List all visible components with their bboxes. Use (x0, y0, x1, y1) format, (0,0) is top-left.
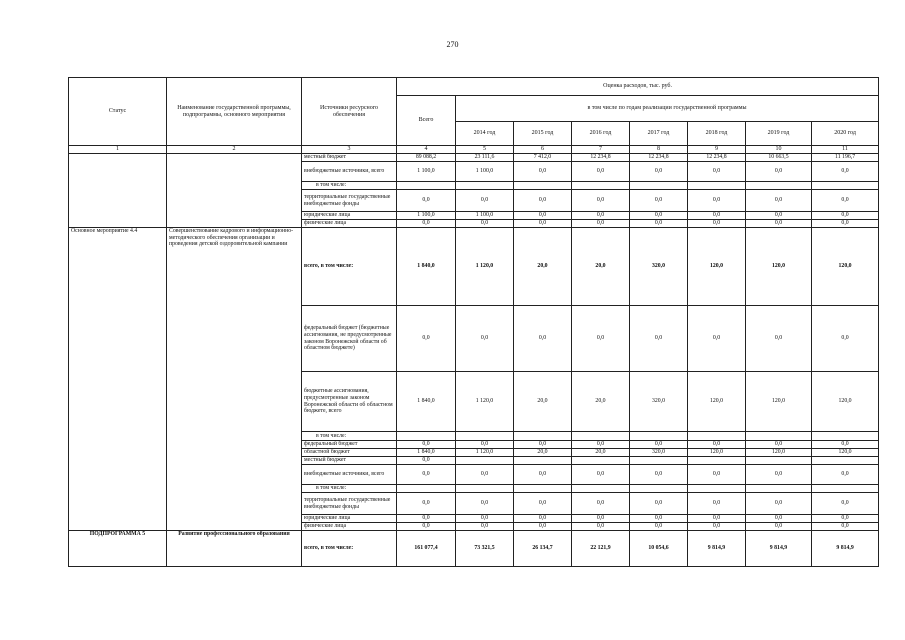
expenses-table (68, 77, 879, 567)
source-cell: физические лица (302, 523, 397, 531)
value-cell (572, 182, 630, 190)
header-year: 2015 год (514, 122, 572, 146)
value-cell: 20,0 (572, 372, 630, 432)
header-name: Наименование государственной программы, подпрограммы, основного мероприятия (167, 78, 302, 146)
col-number: 11 (812, 146, 879, 154)
value-cell: 0,0 (812, 493, 879, 515)
value-cell: 1 120,0 (456, 449, 514, 457)
source-cell: федеральный бюджет (бюджетные ассигнования, не предусмотренные законом Воронежской области об областном бюджете) (302, 306, 397, 372)
value-cell: 1 120,0 (456, 372, 514, 432)
value-cell: 0,0 (688, 465, 746, 485)
value-cell: 12 234,8 (572, 154, 630, 162)
value-cell: 0,0 (746, 441, 812, 449)
header-sources: Источники ресурсного обеспечения (302, 78, 397, 146)
col-number: 7 (572, 146, 630, 154)
value-cell: 10 663,5 (746, 154, 812, 162)
value-cell: 23 111,6 (456, 154, 514, 162)
value-cell: 0,0 (514, 465, 572, 485)
value-cell (688, 485, 746, 493)
value-cell: 320,0 (630, 449, 688, 457)
source-cell: внебюджетные источники, всего (302, 465, 397, 485)
value-cell (572, 485, 630, 493)
value-cell: 0,0 (630, 441, 688, 449)
source-cell: местный бюджет (302, 457, 397, 465)
value-cell: 0,0 (514, 162, 572, 182)
value-cell: 0,0 (746, 190, 812, 212)
value-cell (812, 457, 879, 465)
value-cell: 0,0 (397, 457, 456, 465)
value-cell (514, 485, 572, 493)
source-cell: территориальные государственные внебюджетные фонды (302, 190, 397, 212)
value-cell: 1 840,0 (397, 228, 456, 306)
value-cell (630, 457, 688, 465)
value-cell: 0,0 (746, 493, 812, 515)
value-cell: 1 100,0 (397, 162, 456, 182)
value-cell: 0,0 (456, 190, 514, 212)
value-cell: 0,0 (456, 493, 514, 515)
value-cell: 7 412,0 (514, 154, 572, 162)
value-cell: 1 120,0 (456, 228, 514, 306)
value-cell (397, 485, 456, 493)
value-cell: 0,0 (514, 306, 572, 372)
header-year: 2018 год (688, 122, 746, 146)
value-cell: 120,0 (746, 228, 812, 306)
value-cell: 26 134,7 (514, 531, 572, 567)
value-cell: 22 121,9 (572, 531, 630, 567)
value-cell: 0,0 (397, 523, 456, 531)
source-cell: в том числе: (302, 485, 397, 493)
value-cell: 0,0 (630, 162, 688, 182)
source-cell: физические лица (302, 220, 397, 228)
page-number: 270 (446, 40, 459, 49)
source-cell: внебюджетные источники, всего (302, 162, 397, 182)
value-cell: 0,0 (812, 515, 879, 523)
col-number: 10 (746, 146, 812, 154)
value-cell: 0,0 (456, 441, 514, 449)
value-cell (812, 432, 879, 441)
value-cell: 0,0 (812, 212, 879, 220)
source-cell: юридические лица (302, 212, 397, 220)
value-cell: 0,0 (572, 441, 630, 449)
value-cell: 320,0 (630, 372, 688, 432)
event-status: Основное мероприятие 4.4 (69, 228, 167, 531)
value-cell: 0,0 (630, 220, 688, 228)
value-cell (630, 432, 688, 441)
value-cell: 0,0 (630, 523, 688, 531)
value-cell: 120,0 (812, 372, 879, 432)
col-number: 6 (514, 146, 572, 154)
col-number: 1 (69, 146, 167, 154)
value-cell: 0,0 (572, 212, 630, 220)
value-cell: 0,0 (397, 306, 456, 372)
value-cell (688, 182, 746, 190)
value-cell: 120,0 (688, 228, 746, 306)
value-cell: 120,0 (812, 228, 879, 306)
value-cell: 0,0 (397, 220, 456, 228)
value-cell: 0,0 (514, 190, 572, 212)
value-cell: 0,0 (397, 441, 456, 449)
value-cell (456, 182, 514, 190)
value-cell: 12 234,8 (688, 154, 746, 162)
source-cell: в том числе: (302, 182, 397, 190)
header-year: 2019 год (746, 122, 812, 146)
value-cell: 0,0 (514, 493, 572, 515)
value-cell: 10 054,6 (630, 531, 688, 567)
name-cell-empty (167, 154, 302, 228)
subprogram-status: ПОДПРОГРАММА 5 (69, 531, 167, 567)
value-cell: 0,0 (630, 465, 688, 485)
value-cell: 0,0 (812, 523, 879, 531)
value-cell (688, 432, 746, 441)
value-cell (746, 432, 812, 441)
value-cell: 0,0 (456, 220, 514, 228)
value-cell: 0,0 (572, 515, 630, 523)
value-cell (456, 457, 514, 465)
value-cell: 0,0 (572, 220, 630, 228)
value-cell (812, 182, 879, 190)
value-cell: 0,0 (746, 162, 812, 182)
event-4-4-rows (69, 228, 879, 531)
col-number: 3 (302, 146, 397, 154)
value-cell: 0,0 (397, 465, 456, 485)
value-cell (746, 485, 812, 493)
value-cell: 0,0 (746, 220, 812, 228)
header-by-years: в том числе по годам реализации государственной программы (456, 96, 879, 122)
value-cell: 120,0 (688, 449, 746, 457)
value-cell: 0,0 (572, 190, 630, 212)
source-cell: территориальные государственные внебюджетные фонды (302, 493, 397, 515)
value-cell: 11 196,7 (812, 154, 879, 162)
col-number: 4 (397, 146, 456, 154)
value-cell (572, 432, 630, 441)
value-cell: 89 088,2 (397, 154, 456, 162)
value-cell: 0,0 (572, 523, 630, 531)
col-number: 2 (167, 146, 302, 154)
value-cell (514, 457, 572, 465)
value-cell (630, 485, 688, 493)
value-cell: 0,0 (456, 465, 514, 485)
value-cell: 0,0 (397, 493, 456, 515)
value-cell: 161 077,4 (397, 531, 456, 567)
value-cell (456, 432, 514, 441)
value-cell: 1 100,0 (456, 212, 514, 220)
value-cell (397, 182, 456, 190)
value-cell: 0,0 (746, 212, 812, 220)
value-cell: 120,0 (812, 449, 879, 457)
value-cell (630, 182, 688, 190)
value-cell: 20,0 (514, 372, 572, 432)
status-cell-empty (69, 154, 167, 228)
value-cell (688, 457, 746, 465)
value-cell: 0,0 (514, 220, 572, 228)
value-cell: 0,0 (514, 441, 572, 449)
value-cell: 0,0 (746, 523, 812, 531)
value-cell: 0,0 (812, 465, 879, 485)
value-cell: 20,0 (514, 228, 572, 306)
value-cell (572, 457, 630, 465)
value-cell: 1 840,0 (397, 372, 456, 432)
value-cell: 0,0 (456, 523, 514, 531)
value-cell: 0,0 (456, 515, 514, 523)
value-cell (514, 182, 572, 190)
subprogram-name: Развитие профессионального образования (167, 531, 302, 567)
value-cell: 0,0 (630, 493, 688, 515)
value-cell: 120,0 (688, 372, 746, 432)
continuation-rows (69, 154, 879, 228)
value-cell: 0,0 (812, 162, 879, 182)
source-cell: юридические лица (302, 515, 397, 523)
value-cell: 0,0 (572, 306, 630, 372)
value-cell: 0,0 (572, 493, 630, 515)
value-cell: 0,0 (812, 190, 879, 212)
col-number: 8 (630, 146, 688, 154)
source-cell: в том числе: (302, 432, 397, 441)
value-cell (456, 485, 514, 493)
event-name: Совершенствование кадрового и информационно-методического обеспечения организации и проведения детской оздоровительной кампании (167, 228, 302, 531)
header-year: 2020 год (812, 122, 879, 146)
value-cell: 0,0 (630, 306, 688, 372)
value-cell (746, 182, 812, 190)
value-cell: 9 814,9 (688, 531, 746, 567)
value-cell: 0,0 (688, 306, 746, 372)
value-cell: 20,0 (572, 449, 630, 457)
value-cell: 0,0 (630, 190, 688, 212)
value-cell: 9 814,9 (746, 531, 812, 567)
value-cell: 0,0 (688, 212, 746, 220)
col-number: 5 (456, 146, 514, 154)
value-cell (812, 485, 879, 493)
value-cell: 0,0 (514, 523, 572, 531)
value-cell: 0,0 (688, 220, 746, 228)
header-status: Статус (69, 78, 167, 146)
value-cell: 0,0 (630, 515, 688, 523)
value-cell: 0,0 (688, 515, 746, 523)
source-cell: местный бюджет (302, 154, 397, 162)
header-year: 2014 год (456, 122, 514, 146)
subprogram-source: всего, в том числе: (302, 531, 397, 567)
value-cell: 0,0 (514, 515, 572, 523)
value-cell: 0,0 (456, 306, 514, 372)
value-cell: 20,0 (514, 449, 572, 457)
value-cell: 0,0 (812, 441, 879, 449)
value-cell: 0,0 (688, 523, 746, 531)
col-number: 9 (688, 146, 746, 154)
header-year: 2016 год (572, 122, 630, 146)
value-cell: 73 321,5 (456, 531, 514, 567)
value-cell: 9 814,9 (812, 531, 879, 567)
value-cell: 0,0 (572, 162, 630, 182)
value-cell (397, 432, 456, 441)
source-cell: федеральный бюджет (302, 441, 397, 449)
header-estimate: Оценка расходов, тыс. руб. (397, 78, 879, 96)
value-cell: 0,0 (688, 493, 746, 515)
value-cell: 0,0 (572, 465, 630, 485)
value-cell: 0,0 (746, 306, 812, 372)
value-cell: 12 234,8 (630, 154, 688, 162)
value-cell: 0,0 (630, 212, 688, 220)
value-cell: 120,0 (746, 449, 812, 457)
source-cell: областной бюджет (302, 449, 397, 457)
value-cell: 0,0 (397, 515, 456, 523)
value-cell: 120,0 (746, 372, 812, 432)
value-cell: 0,0 (514, 212, 572, 220)
value-cell: 20,0 (572, 228, 630, 306)
value-cell: 1 100,0 (397, 212, 456, 220)
header-total: Всего (397, 96, 456, 146)
value-cell (514, 432, 572, 441)
value-cell: 0,0 (688, 162, 746, 182)
value-cell: 0,0 (688, 441, 746, 449)
value-cell: 1 840,0 (397, 449, 456, 457)
source-cell: всего, в том числе: (302, 228, 397, 306)
value-cell: 0,0 (688, 190, 746, 212)
source-cell: бюджетные ассигнования, предусмотренные законом Воронежской области об областном бюджете, всего (302, 372, 397, 432)
value-cell: 1 100,0 (456, 162, 514, 182)
header-year: 2017 год (630, 122, 688, 146)
value-cell: 0,0 (812, 306, 879, 372)
value-cell: 0,0 (397, 190, 456, 212)
value-cell: 0,0 (812, 220, 879, 228)
value-cell (746, 457, 812, 465)
value-cell: 0,0 (746, 465, 812, 485)
value-cell: 320,0 (630, 228, 688, 306)
value-cell: 0,0 (746, 515, 812, 523)
